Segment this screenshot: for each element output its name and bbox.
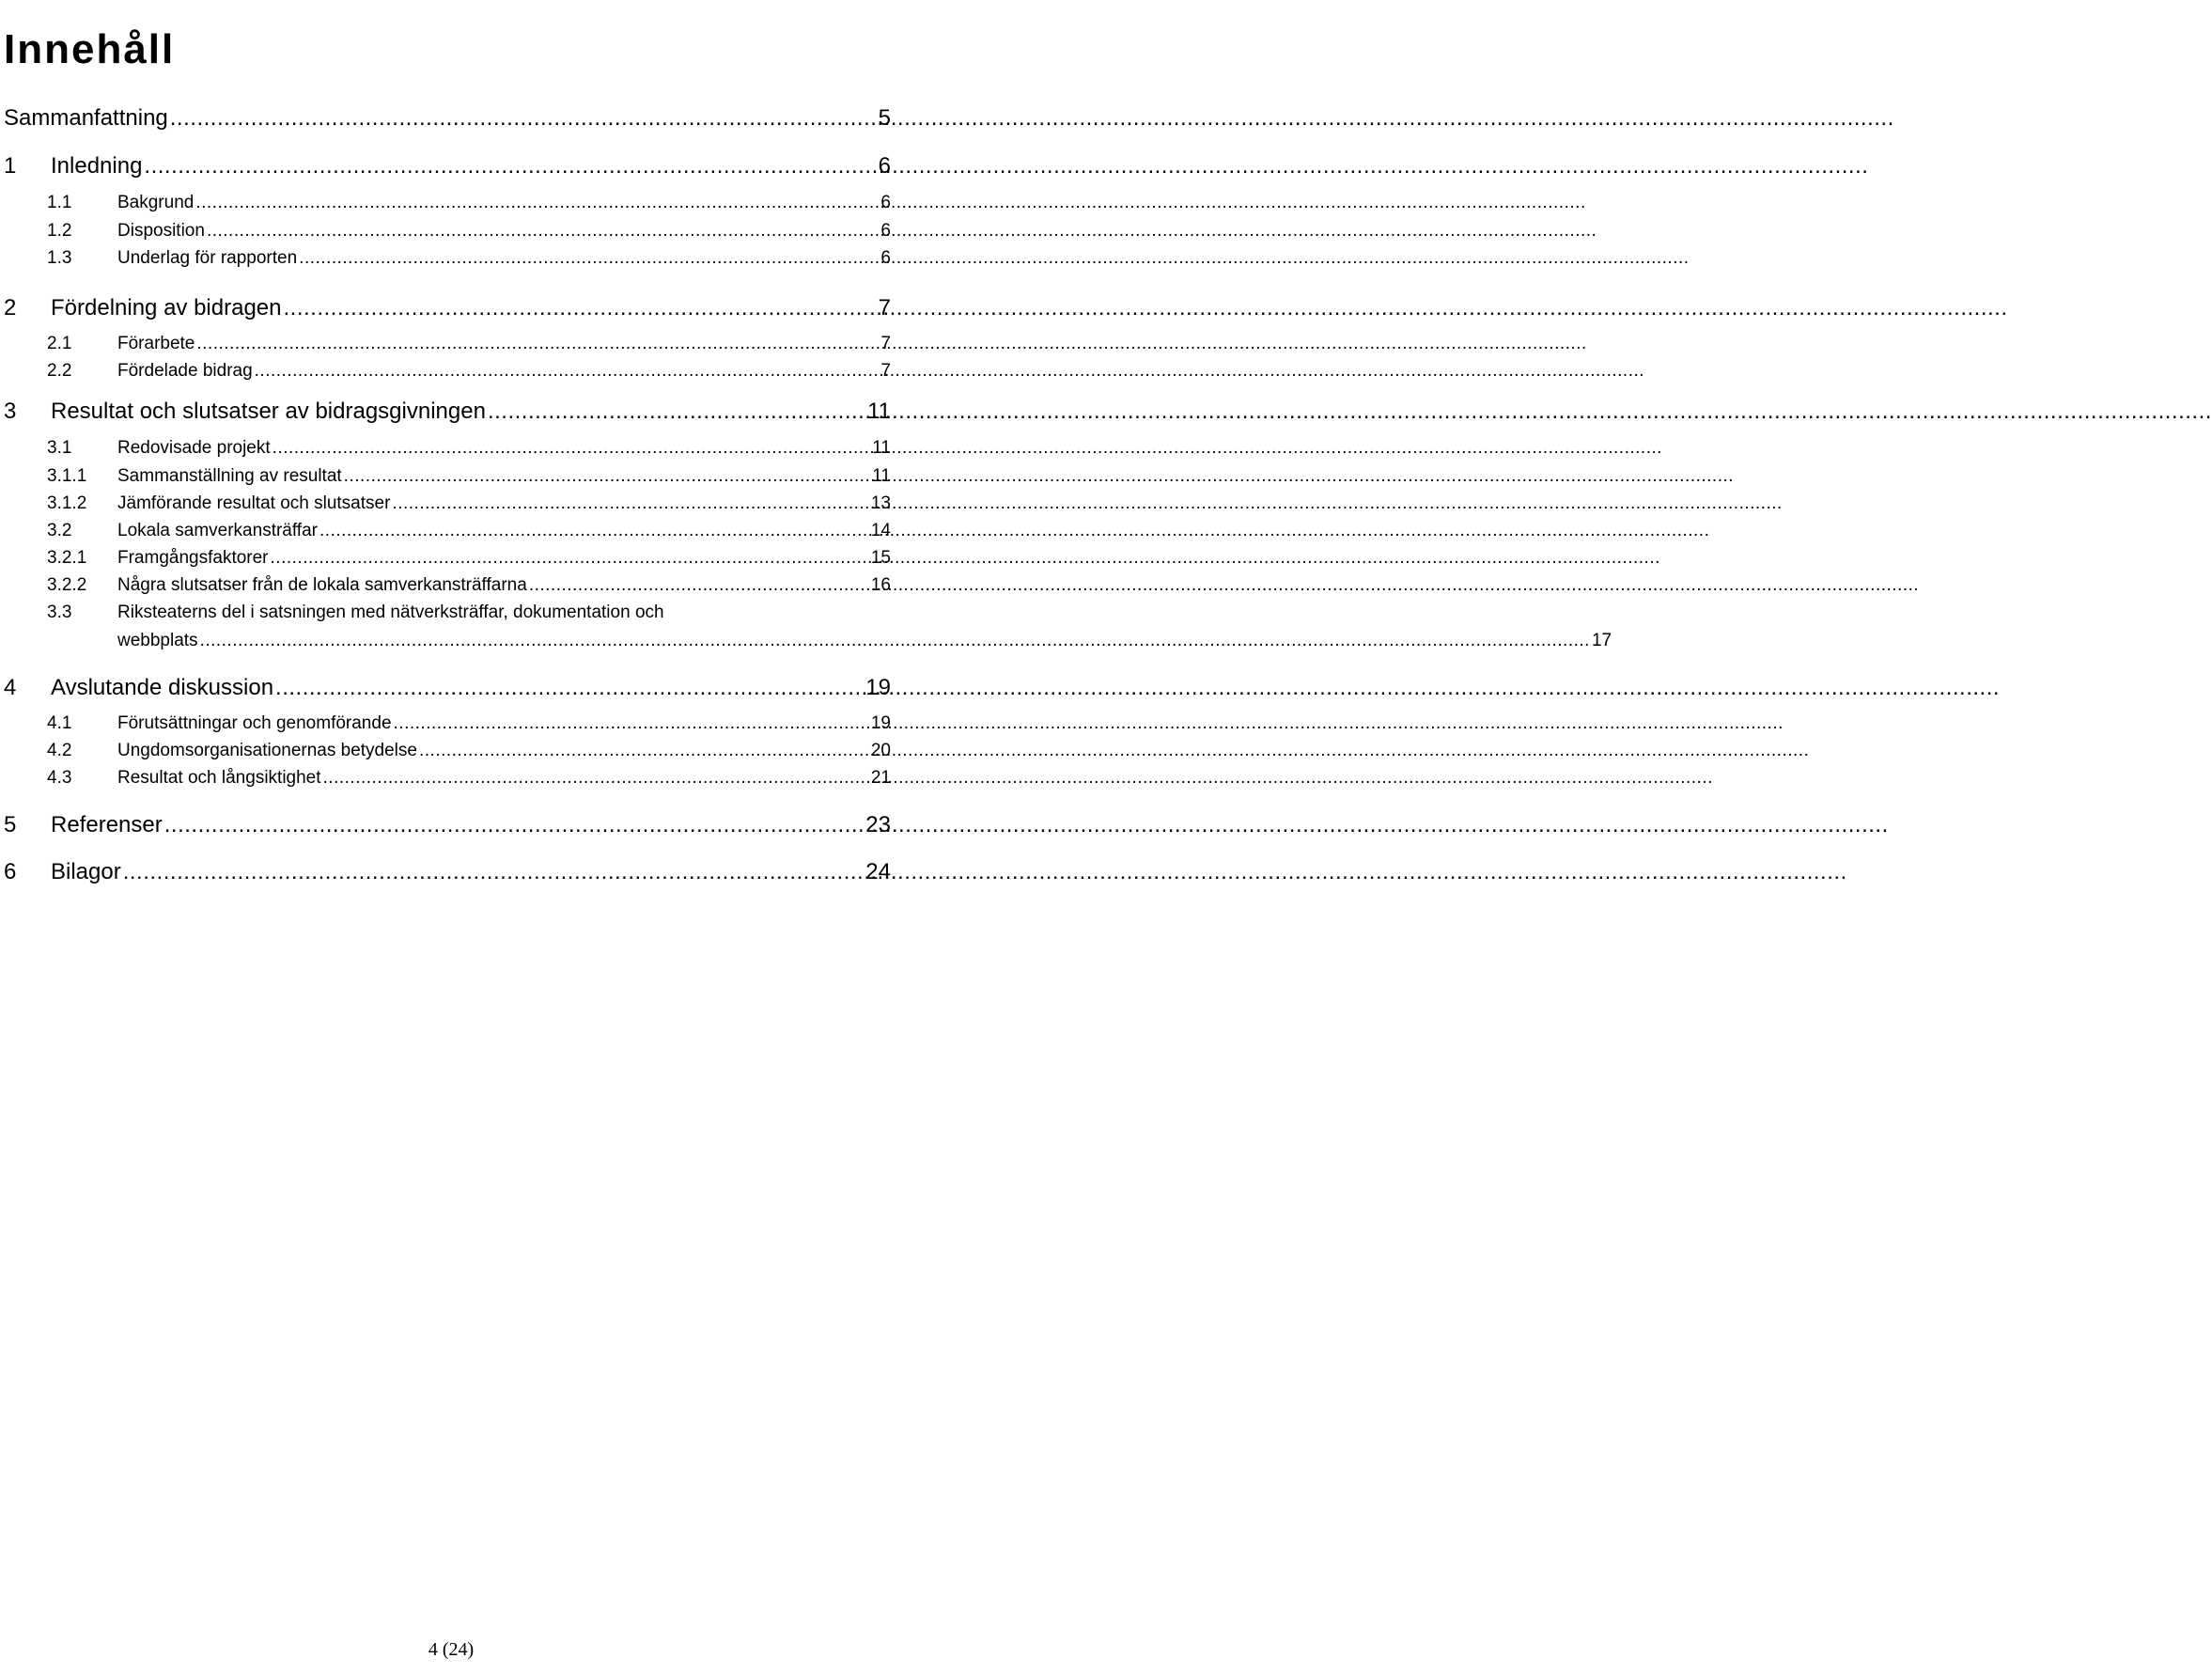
toc-entry-sammanstallning[interactable] bbox=[0, 466, 902, 487]
toc-entry-title-continued: webbplats bbox=[117, 631, 198, 650]
toc-entry-number: 6 bbox=[4, 859, 17, 884]
toc-entry-page: 6 bbox=[880, 193, 891, 212]
toc-leader-dots bbox=[529, 575, 869, 596]
toc-entry-underlag[interactable] bbox=[0, 248, 902, 269]
toc-entry-riksteaterns-del[interactable] bbox=[0, 602, 1612, 651]
toc-entry-title: Några slutsatser från de lokala samverkansträffarna bbox=[117, 575, 527, 595]
toc-entry-title: Sammanfattning bbox=[4, 105, 168, 131]
toc-entry-title: Referenser bbox=[51, 812, 163, 837]
toc-entry-number: 1.1 bbox=[47, 193, 72, 212]
toc-entry-page: 6 bbox=[878, 153, 891, 179]
toc-entry-number: 4.2 bbox=[47, 741, 72, 760]
toc-entry-number: 3.3 bbox=[47, 602, 72, 622]
toc-leader-dots bbox=[271, 548, 869, 569]
toc-entry-page: 5 bbox=[878, 105, 891, 131]
toc-leader-dots bbox=[255, 361, 880, 382]
toc-entry-number: 3.1.1 bbox=[47, 466, 87, 486]
toc-entry-number: 3.2.1 bbox=[47, 548, 87, 568]
toc-entry-page: 11 bbox=[872, 438, 891, 458]
toc-leader-dots bbox=[144, 153, 876, 180]
toc-entry-title: Riksteaterns del i satsningen med nätverksträffar, dokumentation och bbox=[117, 602, 664, 622]
toc-entry-page: 19 bbox=[865, 675, 891, 700]
toc-entry-redovisade-projekt[interactable] bbox=[0, 438, 902, 459]
toc-leader-dots bbox=[319, 521, 869, 541]
toc-entry-page: 11 bbox=[867, 399, 891, 424]
toc-entry-number: 3.1.2 bbox=[47, 493, 87, 513]
toc-leader-dots bbox=[207, 221, 879, 242]
toc-entry-number: 2.2 bbox=[47, 361, 72, 381]
toc-entry-number: 1 bbox=[4, 153, 17, 179]
toc-entry-title: Ungdomsorganisationernas betydelse bbox=[117, 741, 417, 760]
toc-leader-dots bbox=[284, 295, 877, 321]
toc-entry-page: 14 bbox=[870, 521, 891, 540]
toc-entry-title: Sammanställning av resultat bbox=[117, 466, 342, 486]
toc-leader-dots bbox=[344, 466, 871, 487]
toc-entry-number: 5 bbox=[4, 812, 17, 837]
toc-leader-dots bbox=[164, 812, 865, 838]
toc-entry-title: Resultat och långsiktighet bbox=[117, 768, 321, 788]
toc-entry-page: 7 bbox=[880, 361, 891, 381]
toc-entry-title: Bilagor bbox=[51, 859, 121, 884]
toc-entry-number: 4.3 bbox=[47, 768, 72, 788]
toc-leader-dots bbox=[200, 631, 1590, 651]
toc-entry-forutsattningar[interactable] bbox=[0, 713, 902, 734]
toc-entry-page: 20 bbox=[870, 741, 891, 760]
toc-entry-number: 3.2 bbox=[47, 521, 72, 540]
page-title: Innehåll bbox=[4, 26, 176, 73]
toc-entry-number: 3 bbox=[4, 399, 17, 424]
toc-entry-resultat[interactable] bbox=[0, 399, 902, 425]
toc-entry-title: Inledning bbox=[51, 153, 143, 179]
toc-entry-page: 16 bbox=[870, 575, 891, 595]
toc-entry-nagra-slutsatser[interactable] bbox=[0, 575, 902, 596]
toc-leader-dots bbox=[323, 768, 869, 789]
toc-leader-dots bbox=[195, 193, 879, 213]
toc-entry-fordelade-bidrag[interactable] bbox=[0, 361, 902, 382]
toc-entry-title: Disposition bbox=[117, 221, 205, 241]
toc-entry-framgangsfaktorer[interactable] bbox=[0, 548, 902, 569]
toc-entry-page: 17 bbox=[1591, 631, 1612, 650]
toc-entry-page: 7 bbox=[878, 295, 891, 321]
toc-leader-dots bbox=[273, 438, 871, 459]
toc-entry-resultat-langsiktighet[interactable] bbox=[0, 768, 902, 789]
toc-entry-number: 1.2 bbox=[47, 221, 72, 241]
toc-entry-bakgrund[interactable] bbox=[0, 193, 902, 213]
toc-entry-number: 3.2.2 bbox=[47, 575, 87, 595]
toc-entry-number: 1.3 bbox=[47, 248, 72, 268]
toc-entry-title: Förutsättningar och genomförande bbox=[117, 713, 392, 733]
toc-entry-bilagor[interactable] bbox=[0, 859, 902, 885]
toc-entry-page: 7 bbox=[880, 334, 891, 353]
toc-leader-dots bbox=[394, 713, 869, 734]
toc-entry-page: 15 bbox=[870, 548, 891, 568]
toc-entry-title: Lokala samverkansträffar bbox=[117, 521, 318, 540]
toc-entry-number: 2 bbox=[4, 295, 17, 321]
toc-entry-title: Fördelade bidrag bbox=[117, 361, 253, 381]
toc-leader-dots bbox=[170, 105, 877, 132]
toc-entry-page: 11 bbox=[872, 466, 891, 486]
toc-entry-disposition[interactable] bbox=[0, 221, 902, 242]
toc-entry-title: Avslutande diskussion bbox=[51, 675, 274, 700]
toc-entry-title: Förarbete bbox=[117, 334, 195, 353]
toc-leader-dots bbox=[275, 675, 864, 701]
toc-entry-page: 6 bbox=[880, 248, 891, 268]
toc-entry-title: Underlag för rapporten bbox=[117, 248, 298, 268]
toc-leader-dots bbox=[196, 334, 879, 354]
toc-leader-dots bbox=[299, 248, 879, 269]
toc-entry-jamforande[interactable] bbox=[0, 493, 902, 514]
toc-entry-avslutande-diskussion[interactable] bbox=[0, 675, 902, 701]
toc-leader-dots bbox=[419, 741, 869, 761]
toc-leader-dots bbox=[488, 399, 865, 425]
toc-entry-title: Resultat och slutsatser av bidragsgivningen bbox=[51, 399, 486, 424]
toc-entry-title: Fördelning av bidragen bbox=[51, 295, 282, 321]
page-number-footer: 4 (24) bbox=[428, 1639, 475, 1660]
toc-entry-number: 4.1 bbox=[47, 713, 72, 733]
toc-entry-number: 4 bbox=[4, 675, 17, 700]
toc-entry-page: 19 bbox=[870, 713, 891, 733]
toc-leader-dots bbox=[123, 859, 865, 885]
toc-entry-sammanfattning[interactable] bbox=[0, 105, 902, 132]
toc-entry-referenser[interactable] bbox=[0, 812, 902, 838]
toc-entry-inledning[interactable] bbox=[0, 153, 902, 180]
toc-entry-page: 23 bbox=[865, 812, 891, 837]
toc-entry-page: 24 bbox=[865, 859, 891, 884]
toc-entry-lokala-samverkanstraffar[interactable] bbox=[0, 521, 902, 541]
toc-entry-fordelning[interactable] bbox=[0, 295, 902, 321]
toc-entry-title: Framgångsfaktorer bbox=[117, 548, 269, 568]
toc-entry-title: Jämförande resultat och slutsatser bbox=[117, 493, 391, 513]
toc-entry-forarbete[interactable] bbox=[0, 334, 902, 354]
toc-entry-number: 3.1 bbox=[47, 438, 72, 458]
toc-entry-title: Bakgrund bbox=[117, 193, 195, 212]
toc-leader-dots bbox=[392, 493, 868, 514]
toc-entry-page: 13 bbox=[870, 493, 891, 513]
toc-entry-title: Redovisade projekt bbox=[117, 438, 271, 458]
toc-entry-number: 2.1 bbox=[47, 334, 72, 353]
toc-entry-ungdomsorganisationernas[interactable] bbox=[0, 741, 902, 761]
toc-entry-page: 6 bbox=[880, 221, 891, 241]
toc-entry-page: 21 bbox=[870, 768, 891, 788]
